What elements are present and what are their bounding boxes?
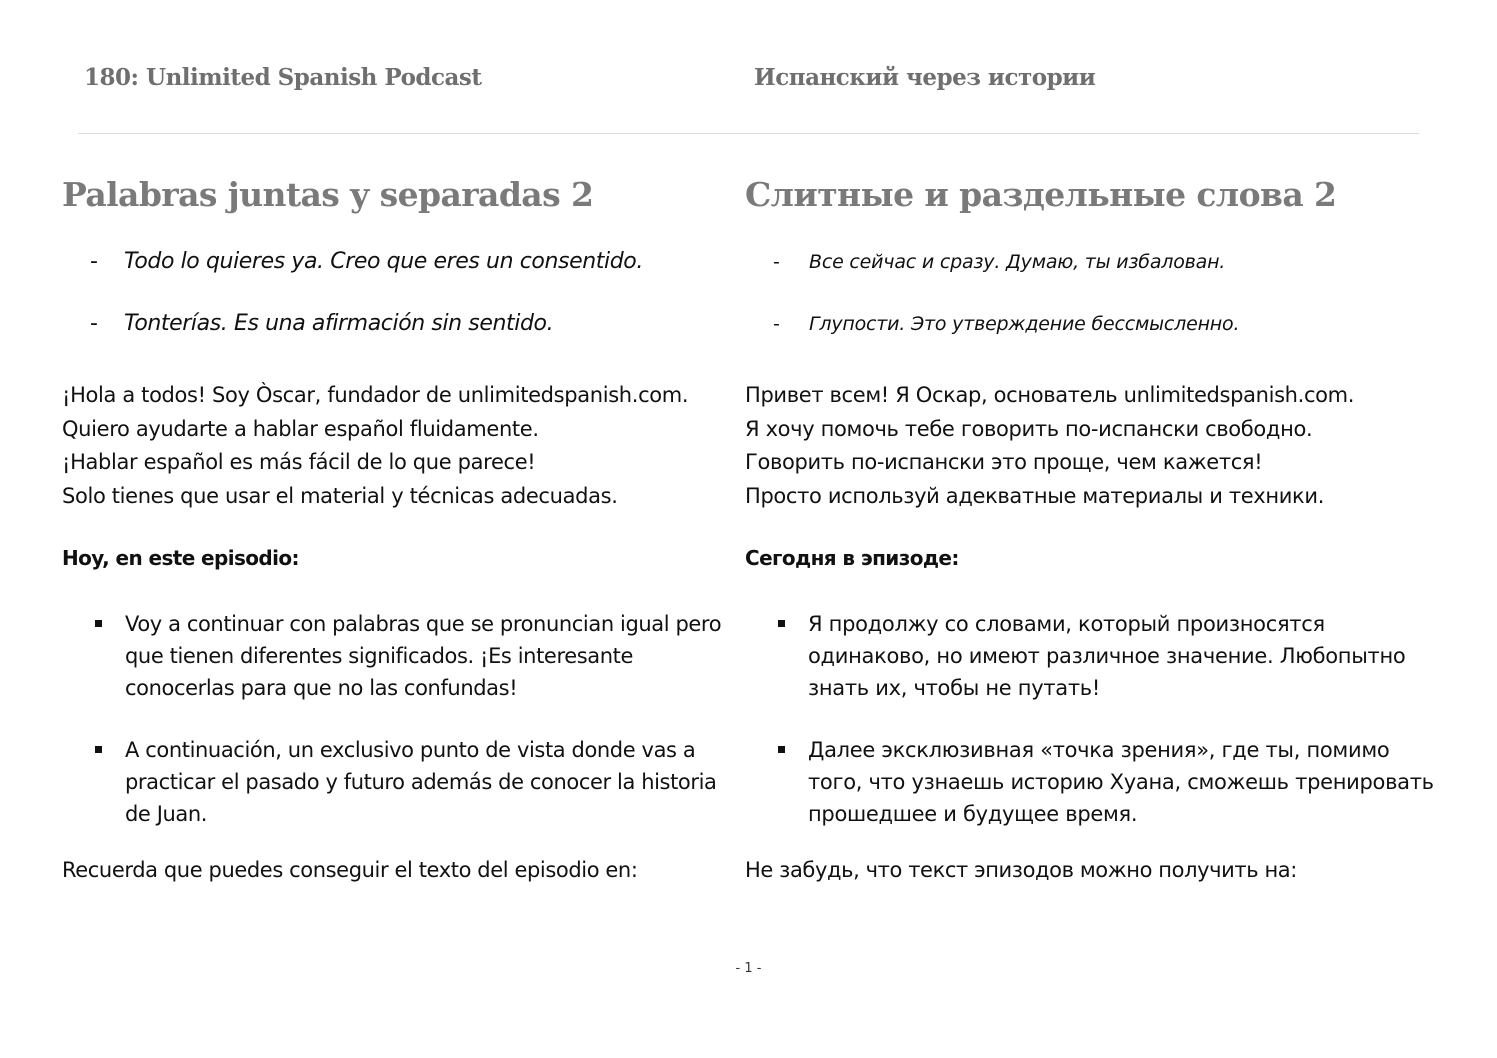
spanish-episode-title: Palabras juntas y separadas 2 — [62, 175, 594, 214]
intro-line: Я хочу помочь тебе говорить по-испански свободно. — [745, 416, 1313, 441]
russian-column — [745, 170, 1445, 886]
square-bullet-icon — [95, 620, 102, 627]
square-bullet-icon — [778, 746, 785, 753]
intro-line: ¡Hablar español es más fácil de lo que parece! — [62, 450, 536, 474]
spanish-episode-bullets — [62, 608, 722, 830]
russian-outro: Не забудь, что текст эпизодов можно получить на: — [745, 858, 1297, 882]
spanish-outro: Recuerda que puedes conseguir el texto del episodio en: — [62, 858, 638, 882]
list-item: Voy a continuar con palabras que se pronuncian igual pero que tienen diferentes significados. ¡Es interesante conocerlas para que no las confundas! — [62, 608, 722, 704]
square-bullet-icon — [95, 746, 102, 753]
header-russian-subtitle: Испанский через истории — [754, 64, 1096, 91]
russian-episode-subheading: Сегодня в эпизоде: — [745, 546, 959, 570]
intro-line: Привет всем! Я Оскар, основатель unlimitedspanish.com. — [745, 383, 1355, 407]
dialogue-line: - Tonterías. Es una afirmación sin sentido. — [62, 309, 722, 339]
list-item: Далее эксклюзивная «точка зрения», где ты, помимо того, что узнаешь историю Хуана, сможешь тренировать прошедшее и будущее время. — [745, 734, 1445, 830]
dialogue-line: - Todo lo quieres ya. Creo que eres un consentido. — [62, 247, 722, 277]
intro-line: Просто используй адекватные материалы и техники. — [745, 483, 1325, 508]
russian-episode-title: Слитные и раздельные слова 2 — [745, 175, 1337, 214]
dash-icon: - — [773, 251, 780, 273]
intro-line: Quiero ayudarte a hablar español fluidamente. — [62, 416, 539, 441]
dash-icon: - — [90, 311, 98, 336]
dialogue-line: - Глупости. Это утверждение бессмысленно. — [745, 309, 1445, 339]
spanish-dialogue — [62, 247, 722, 339]
russian-intro — [745, 379, 1445, 513]
russian-episode-bullets — [745, 608, 1445, 830]
intro-line: Говорить по-испански это проще, чем кажется! — [745, 450, 1263, 474]
intro-line: ¡Hola a todos! Soy Òscar, fundador de unlimitedspanish.com. — [62, 383, 689, 407]
page-number: - 1 - — [735, 961, 762, 976]
square-bullet-icon — [778, 620, 785, 627]
dash-icon: - — [773, 313, 780, 335]
intro-line: Solo tienes que usar el material y técnicas adecuadas. — [62, 483, 618, 508]
spanish-episode-subheading: Hoy, en este episodio: — [62, 546, 299, 570]
dialogue-line: - Все сейчас и сразу. Думаю, ты избалован. — [745, 247, 1445, 277]
dash-icon: - — [90, 249, 98, 274]
header-divider — [78, 133, 1419, 134]
list-item: Я продолжу со словами, который произносятся одинаково, но имеют различное значение. Любопытно знать их, чтобы не путать! — [745, 608, 1445, 704]
spanish-column — [62, 170, 722, 886]
header-podcast-title: 180: Unlimited Spanish Podcast — [84, 64, 482, 91]
russian-dialogue — [745, 247, 1445, 339]
list-item: A continuación, un exclusivo punto de vista donde vas a practicar el pasado y futuro además de conocer la historia de Juan. — [62, 734, 722, 830]
spanish-intro — [62, 379, 722, 513]
